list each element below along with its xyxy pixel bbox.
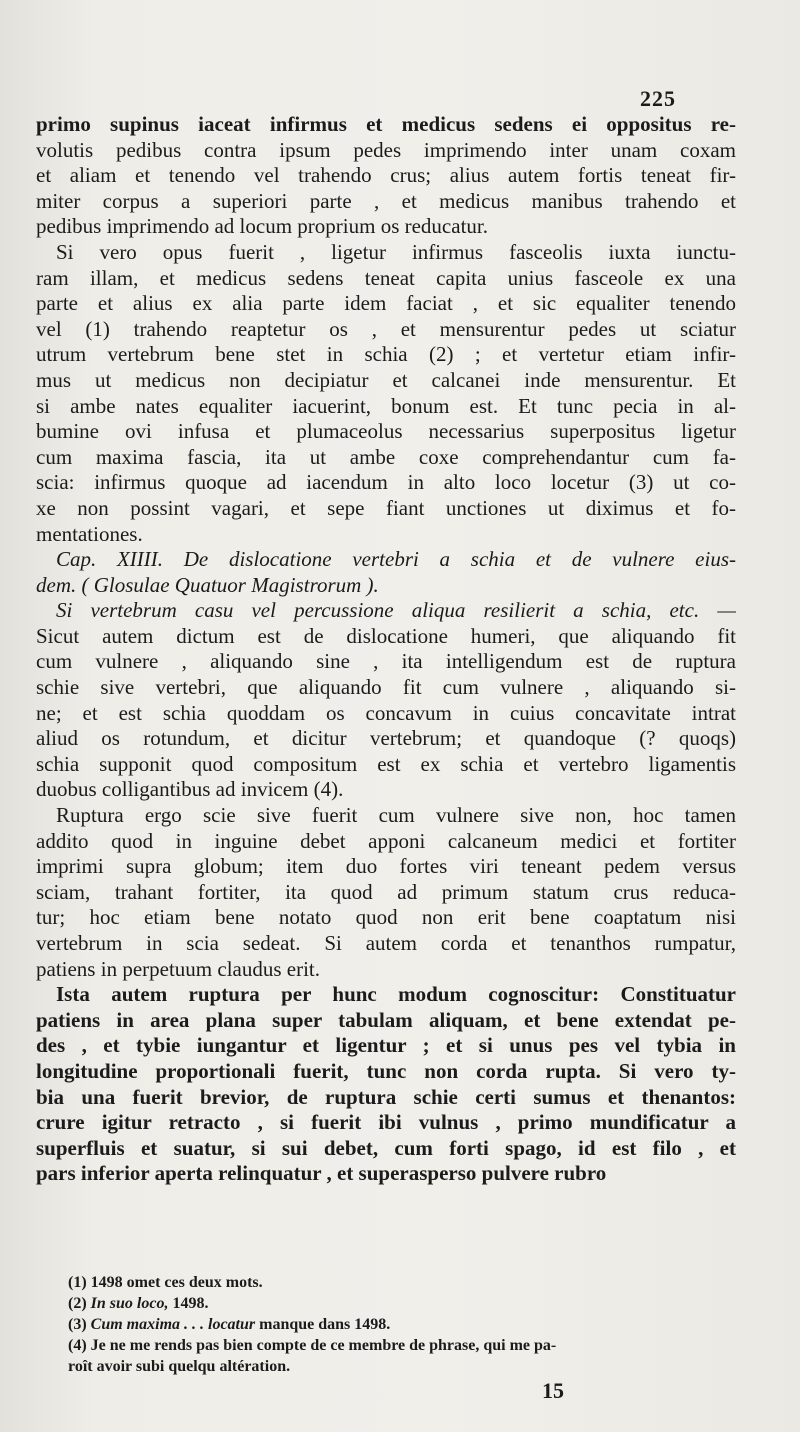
- text-line: Cap. XIIII. De dislocatione vertebri a schia et de vulnere eius-: [56, 547, 736, 572]
- footnote-mark: (3): [68, 1316, 87, 1333]
- text-line: mus ut medicus non decipiatur et calcanei inde mensurentur. Et: [36, 367, 736, 392]
- text-line: dem. ( Glosulae Quatuor Magistrorum ).: [36, 572, 379, 597]
- text-line: miter corpus a superiori parte , et medicus manibus trahendo et: [36, 188, 736, 213]
- text-line: des , et tybie iungantur et ligentur ; et si unus pes vel tybia in: [36, 1033, 736, 1058]
- footnote-italic: In suo loco,: [90, 1295, 169, 1312]
- footnote-text: roît avoir subi quelqu altération.: [68, 1358, 291, 1375]
- text-line: parte et alius ex alia parte idem faciat , et sic equaliter tenendo: [36, 291, 736, 316]
- text-line: schia supponit quod compositum est ex schia et vertebro ligamentis: [36, 751, 736, 776]
- text-line: Si vero opus fuerit , ligetur infirmus fasceolis iuxta iunctu-: [56, 239, 736, 264]
- text-line: ne; et est schia quoddam os concavum in cuius concavitate intrat: [36, 700, 736, 725]
- text-line: Si vertebrum casu vel percussione aliqua resilierit a schia, etc. —: [56, 598, 736, 623]
- footnote-text: 1498.: [168, 1295, 209, 1312]
- text-line: pedibus imprimendo ad locum proprium os reducatur.: [36, 214, 488, 239]
- signature-mark: 15: [542, 1378, 564, 1403]
- text-line: Ista autem ruptura per hunc modum cognoscitur: Constituatur: [56, 982, 736, 1007]
- text-line: bia una fuerit brevior, de ruptura schie certi sumus et thenantos:: [36, 1084, 736, 1109]
- text-line: longitudine proportionali fuerit, tunc non corda rupta. Si vero ty-: [36, 1058, 736, 1083]
- footnote: [68, 1293, 758, 1314]
- text-line: superfluis et suatur, si sui debet, cum forti spago, id est filo , et: [36, 1135, 736, 1160]
- footnote: [68, 1314, 758, 1335]
- text-line: duobus colligantibus ad invicem (4).: [36, 777, 344, 802]
- text-line: schie sive vertebri, que aliquando fit cum vulnere , aliquando si-: [36, 675, 736, 700]
- text-line: cum vulnere , aliquando sine , ita intelligendum est de ruptura: [36, 649, 736, 674]
- footnote-mark: (2): [68, 1295, 87, 1312]
- text-line: Sicut autem dictum est de dislocatione humeri, que aliquando fit: [36, 623, 736, 648]
- text-line: et aliam et tenendo vel trahendo crus; alius autem fortis teneat fir-: [36, 163, 736, 188]
- footnotes: [68, 1272, 758, 1377]
- text-line: bumine ovi infusa et plumaceolus necessarius superpositus ligetur: [36, 419, 736, 444]
- text-line: cum maxima fascia, ita ut ambe coxe comprehendantur cum fa-: [36, 444, 736, 469]
- text-line: xe non possint vagari, et sepe fiant unctiones ut diximus et fo-: [36, 495, 736, 520]
- page-number: 225: [640, 86, 676, 111]
- text-line: utrum vertebrum bene stet in schia (2) ; et vertetur etiam infir-: [36, 342, 736, 367]
- text-line: addito quod in inguine debet apponi calcaneum medici et fortiter: [36, 828, 736, 853]
- main-text: [36, 112, 736, 1187]
- text-line: aliud os rotundum, et dicitur vertebrum; et quandoque (? quoqs): [36, 726, 736, 751]
- text-line: patiens in perpetuum claudus erit.: [36, 956, 321, 981]
- text-line: pars inferior aperta relinquatur , et superasperso pulvere rubro: [36, 1161, 607, 1186]
- text-line: vertebrum in scia sedeat. Si autem corda et tenanthos rumpatur,: [36, 931, 736, 955]
- footnote-text: manque dans 1498.: [255, 1316, 391, 1333]
- text-line: patiens in area plana super tabulam aliquam, et bene extendat pe-: [36, 1007, 736, 1032]
- footnote: [68, 1356, 758, 1377]
- text-line: vel (1) trahendo reaptetur os , et mensurentur pedes ut sciatur: [36, 316, 736, 341]
- text-line: sciam, trahant fortiter, ita quod ad primum statum crus reduca-: [36, 879, 736, 904]
- text-line: mentationes.: [36, 521, 143, 546]
- text-line: tur; hoc etiam bene notato quod non erit bene coaptatum nisi: [36, 905, 736, 930]
- footnote: [68, 1272, 758, 1293]
- footnote-text: Je ne me rends pas bien compte de ce membre de phrase, qui me pa-: [90, 1337, 557, 1354]
- text-line: scia: infirmus quoque ad iacendum in alto loco locetur (3) ut co-: [36, 470, 736, 495]
- footnote-italic: Cum maxima . . . locatur: [90, 1316, 256, 1333]
- footnote: [68, 1335, 758, 1356]
- text-line: primo supinus iaceat infirmus et medicus sedens ei oppositus re-: [36, 112, 736, 136]
- footnote-text: 1498 omet ces deux mots.: [90, 1274, 263, 1291]
- footnote-mark: (1): [68, 1274, 87, 1291]
- text-line: imprimi supra globum; item duo fortes viri teneant pedem versus: [36, 854, 736, 879]
- text-line: crure igitur retracto , si fuerit ibi vulnus , primo mundificatur a: [36, 1110, 736, 1135]
- footnote-mark: (4): [68, 1337, 87, 1354]
- text-line: volutis pedibus contra ipsum pedes imprimendo inter unam coxam: [36, 137, 736, 162]
- text-line: ram illam, et medicus sedens teneat capita unius fasceole ex una: [36, 265, 736, 290]
- text-line: si ambe nates equaliter iacuerint, bonum est. Et tunc pecia in al-: [36, 393, 736, 418]
- text-line: Ruptura ergo scie sive fuerit cum vulnere sive non, hoc tamen: [56, 803, 736, 828]
